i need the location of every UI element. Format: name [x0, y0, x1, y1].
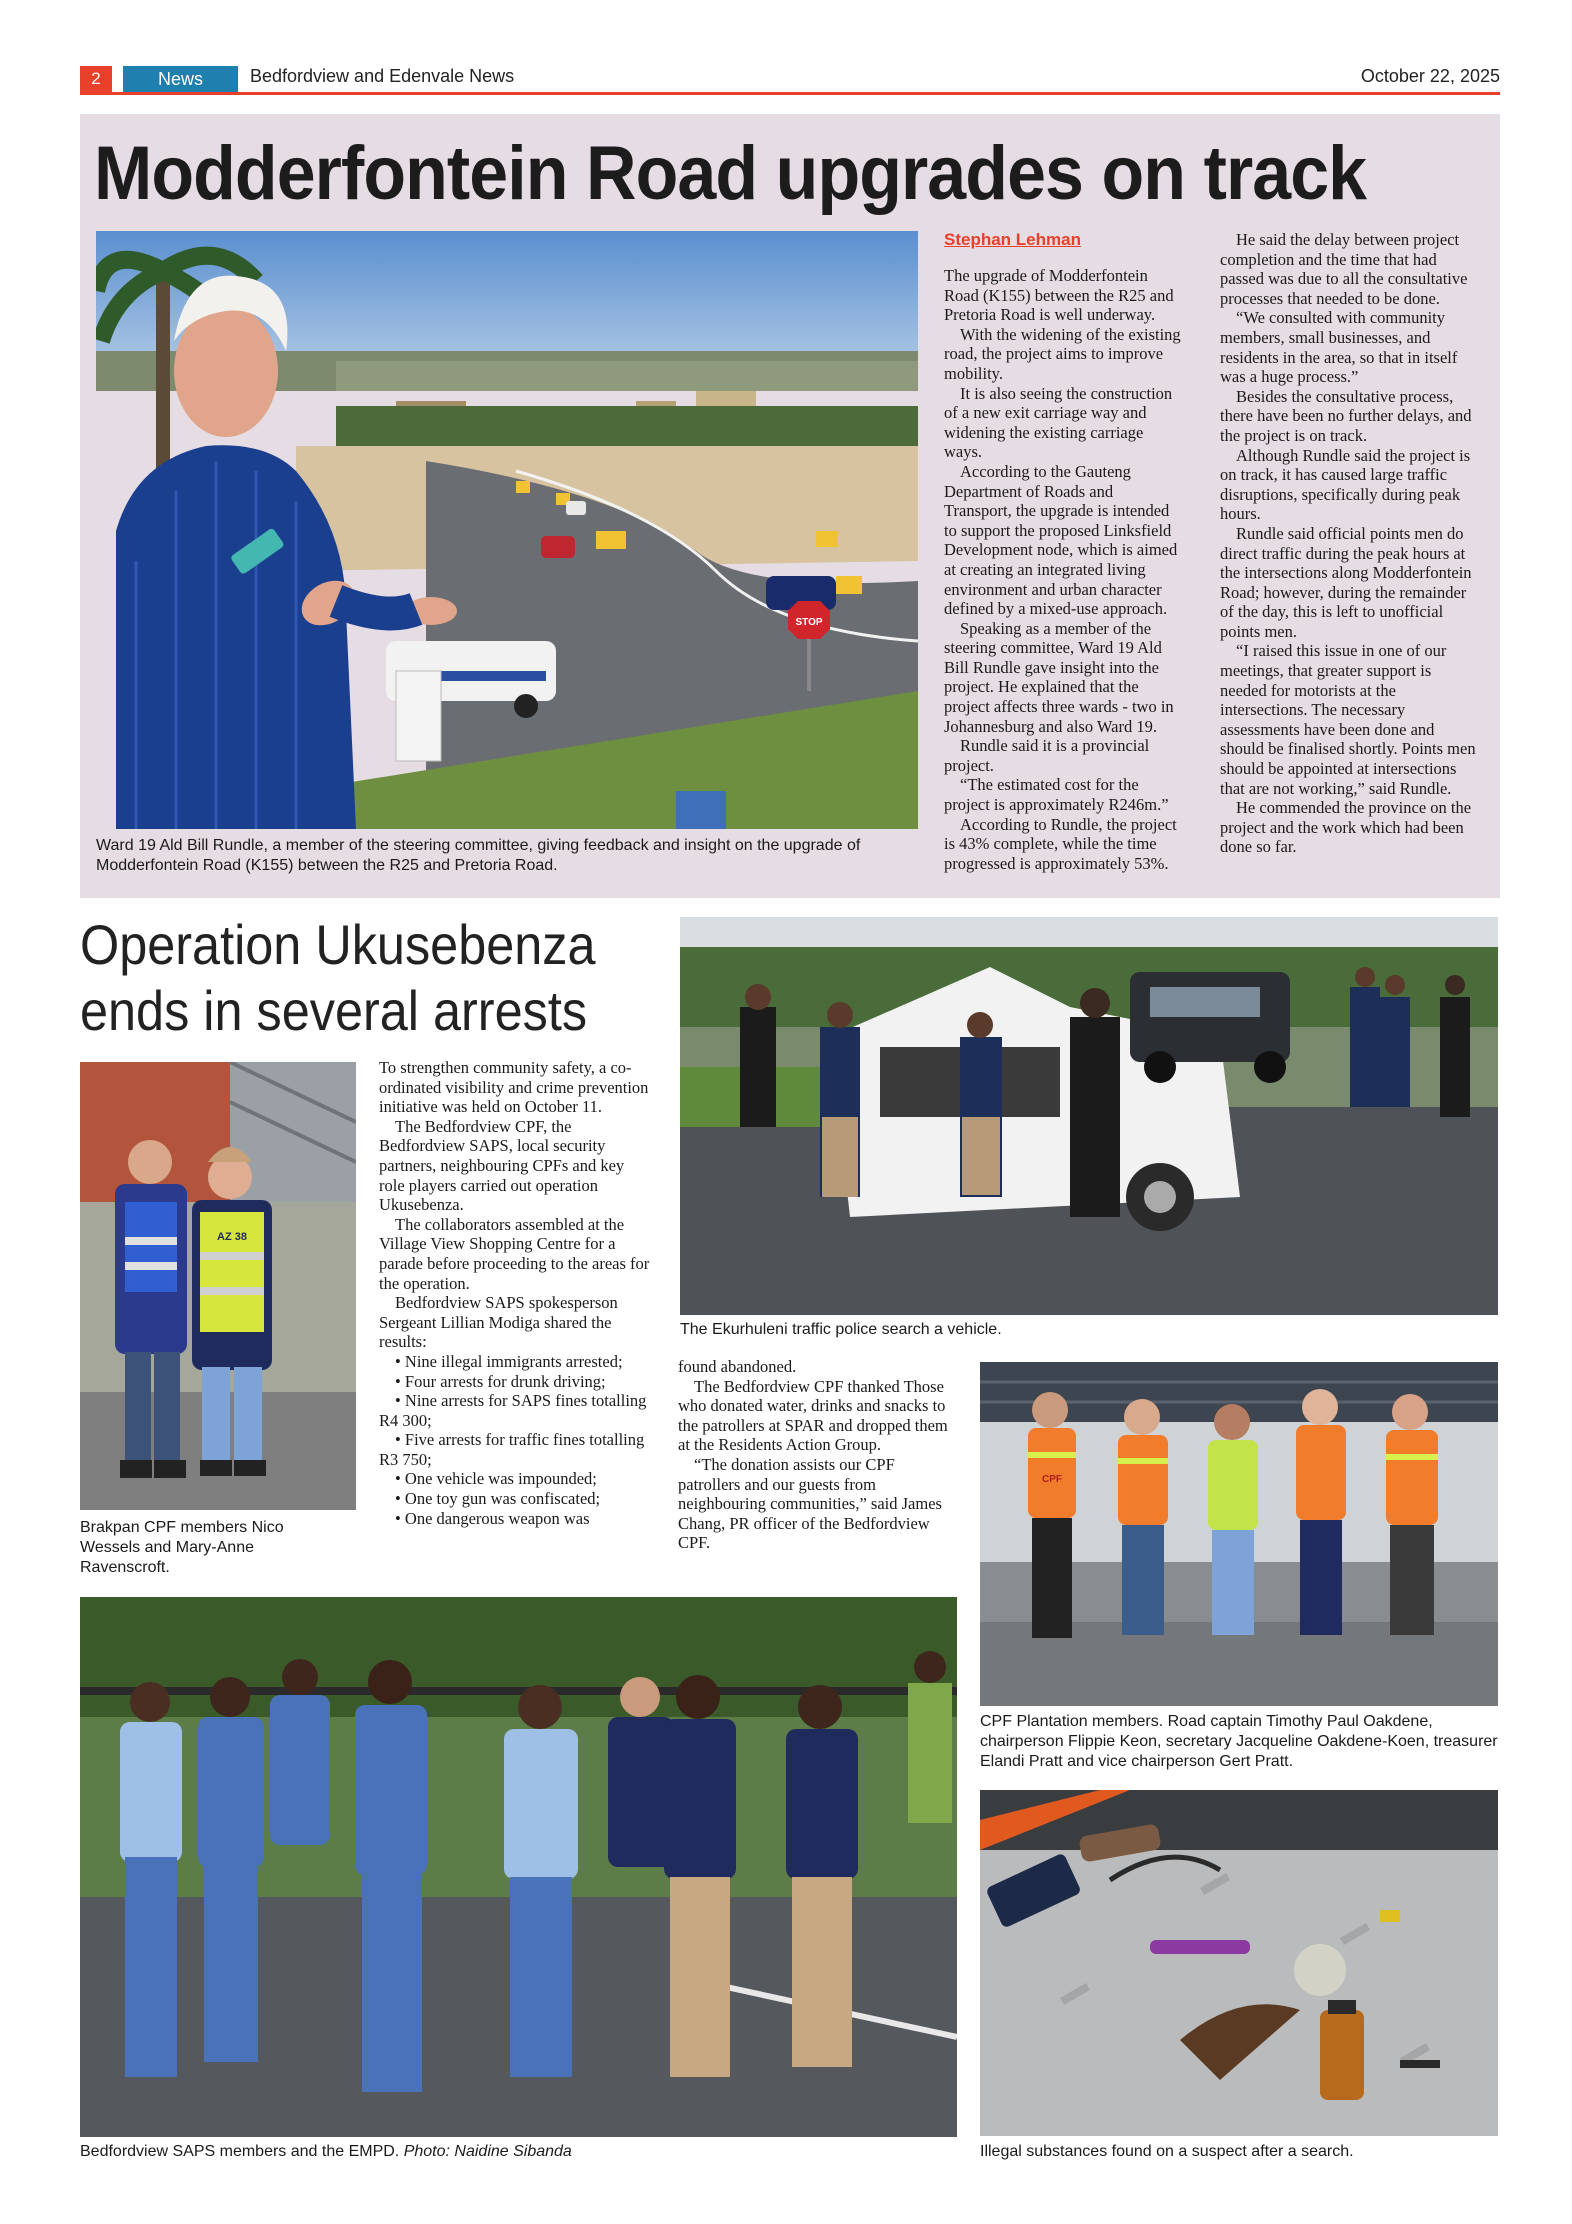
paragraph-lead: The Bedfordview CPF thanked	[694, 1376, 900, 1396]
paragraph: The collaborators assembled at the Village View Shopping Centre for a parade before proceeding to the areas for the operation.	[379, 1214, 650, 1293]
result-item: • One toy gun was confiscated;	[395, 1489, 601, 1509]
result-item: • Four arrests for drunk driving;	[395, 1371, 606, 1391]
photo-saps-empd	[80, 1597, 957, 2137]
traffic-search-illustration	[680, 917, 1498, 1315]
paragraph: found abandoned.	[678, 1357, 797, 1376]
result-item: • Five arrests for traffic fines totalling R3 750;	[379, 1430, 645, 1469]
paragraph: To strengthen community safety, a co-ordinated visibility and crime prevention initiative was held on October 11.	[379, 1058, 649, 1117]
publication-name: Bedfordview and Edenvale News	[250, 66, 515, 86]
result-item: • Nine arrests for SAPS fines totalling R4 300;	[379, 1391, 647, 1430]
photo-illegal-substances	[980, 1790, 1498, 2136]
issue-date: October 22, 2025	[1360, 66, 1500, 86]
caption-text: Bedfordview SAPS members and the EMPD.	[80, 2143, 400, 2160]
paragraph: “We consulted with community members, small businesses, and residents in the area, so that in itself was a huge process.”	[1220, 308, 1458, 387]
result-item: • Nine illegal immigrants arrested;	[395, 1351, 623, 1371]
paragraph: “I raised this issue in one of our meetings, that greater support is needed for motorists at the intersections. The necessary assessments have been done and should be finalised shortly. Points men should be appointed at intersections that are not working,” said Rundle.	[1220, 641, 1476, 798]
byline[interactable]: Stephan Lehman	[944, 230, 1081, 249]
paragraph	[678, 1377, 948, 1455]
article2-col2	[678, 1357, 948, 1553]
paragraph: The upgrade of Modderfontein Road (K155) between the R25 and Pretoria Road is well underway.	[944, 266, 1174, 325]
section-tab[interactable]: News	[123, 66, 238, 92]
roadworks-illustration	[96, 231, 918, 829]
paragraph: “The donation assists our CPF patrollers and our guests from neighbouring communities,” said James Chang, PR officer of the Bedfordview CPF.	[678, 1454, 942, 1553]
photo-traffic-search	[680, 917, 1498, 1315]
saps-group-illustration	[80, 1597, 957, 2137]
paragraph: Besides the consultative process, there have been no further delays, and the project is on track.	[1220, 386, 1472, 445]
photo-cpf-plantation	[980, 1362, 1498, 1706]
brakpan-illustration	[80, 1062, 356, 1510]
cpf-plantation-illustration	[980, 1362, 1498, 1706]
article1-col1	[944, 230, 1184, 873]
headline: Modderfontein Road upgrades on track	[94, 131, 1367, 216]
result-item: • One dangerous weapon was	[395, 1508, 590, 1528]
page-header	[80, 66, 1500, 92]
photo-brakpan-cpf	[80, 1062, 356, 1510]
paragraph: According to the Gauteng Department of Roads and Transport, the upgrade is intended to support the proposed Linksfield Development node, which is aimed at creating an integrated living environment and urban character defined by a mixed-use approach.	[944, 461, 1178, 619]
paragraph: He said the delay between project completion and the time that had passed was due to all the consultative processes that needed to be done.	[1220, 230, 1468, 308]
paragraph: He commended the province on the project and the work which had been done so far.	[1220, 798, 1472, 857]
paragraph: Speaking as a member of the steering committee, Ward 19 Ald Bill Rundle gave insight into the project. He explained that the project affects three wards - two in Johannesburg and also Ward 19.	[944, 618, 1174, 736]
headline-operation	[80, 912, 620, 1044]
svg-text:AZ 38: AZ 38	[217, 1231, 247, 1243]
paragraph: With the widening of the existing road, the project aims to improve mobility.	[944, 324, 1181, 383]
photo-credit: Photo: Naidine Sibanda	[403, 2143, 572, 2160]
article1-col2	[1220, 230, 1482, 857]
paragraph: “The estimated cost for the project is approximately R246m.”	[944, 775, 1169, 815]
headline-line: Operation Ukusebenza	[80, 913, 596, 976]
paragraph: It is also seeing the construction of a new exit carriage way and widening the existing carriage ways.	[944, 383, 1173, 462]
svg-text:CPF: CPF	[1042, 1474, 1062, 1485]
result-item: • One vehicle was impounded;	[395, 1469, 597, 1489]
photo-caption: Ward 19 Ald Bill Rundle, a member of the steering committee, giving feedback and insight on the upgrade of Modderfontein Road (K155) between the R25 and Pretoria Road.	[96, 837, 861, 874]
paragraph: Rundle said official points men do direct traffic during the peak hours at the intersections along Modderfontein Road; however, during the remainder of the day, this is left to unofficial points men.	[1220, 523, 1472, 641]
article-modderfontein	[80, 114, 1500, 898]
paragraph: The Bedfordview CPF, the Bedfordview SAPS, local security partners, neighbouring CPFs and key role players carried out operation Ukusebenza.	[379, 1116, 625, 1215]
header-rule	[80, 92, 1500, 95]
svg-text:STOP: STOP	[795, 617, 823, 628]
paragraph: Rundle said it is a provincial project.	[944, 736, 1150, 775]
headline-line: ends in several arrests	[80, 979, 588, 1042]
photo-bill-rundle	[96, 231, 918, 829]
substances-illustration	[980, 1790, 1498, 2136]
caption-plantation: CPF Plantation members. Road captain Timothy Paul Oakdene, chairperson Flippie Keon, secretary Jacqueline Oakdene-Koen, treasurer Elandi Pratt and vice chairperson Gert Pratt.	[980, 1713, 1498, 1770]
caption-traffic: The Ekurhuleni traffic police search a vehicle.	[680, 1321, 1002, 1338]
caption-substances: Illegal substances found on a suspect after a search.	[980, 2143, 1354, 2160]
paragraph: Although Rundle said the project is on track, it has caused large traffic disruptions, specifically during peak hours.	[1220, 445, 1471, 524]
article2-col1	[379, 1058, 651, 1528]
page-number: 2	[80, 66, 112, 92]
paragraph: Bedfordview SAPS spokesperson Sergeant Lillian Modiga shared the results:	[379, 1293, 618, 1352]
caption-brakpan: Brakpan CPF members Nico Wessels and Mary-Anne Ravenscroft.	[80, 1519, 284, 1576]
paragraph-rest: Those who donated water, drinks and snacks to the patrollers at SPAR and dropped them at the Residents Action Group.	[678, 1376, 948, 1455]
paragraph: According to Rundle, the project is 43% complete, while the time progressed is approximately 53%.	[944, 814, 1177, 873]
caption-saps	[80, 2142, 957, 2162]
